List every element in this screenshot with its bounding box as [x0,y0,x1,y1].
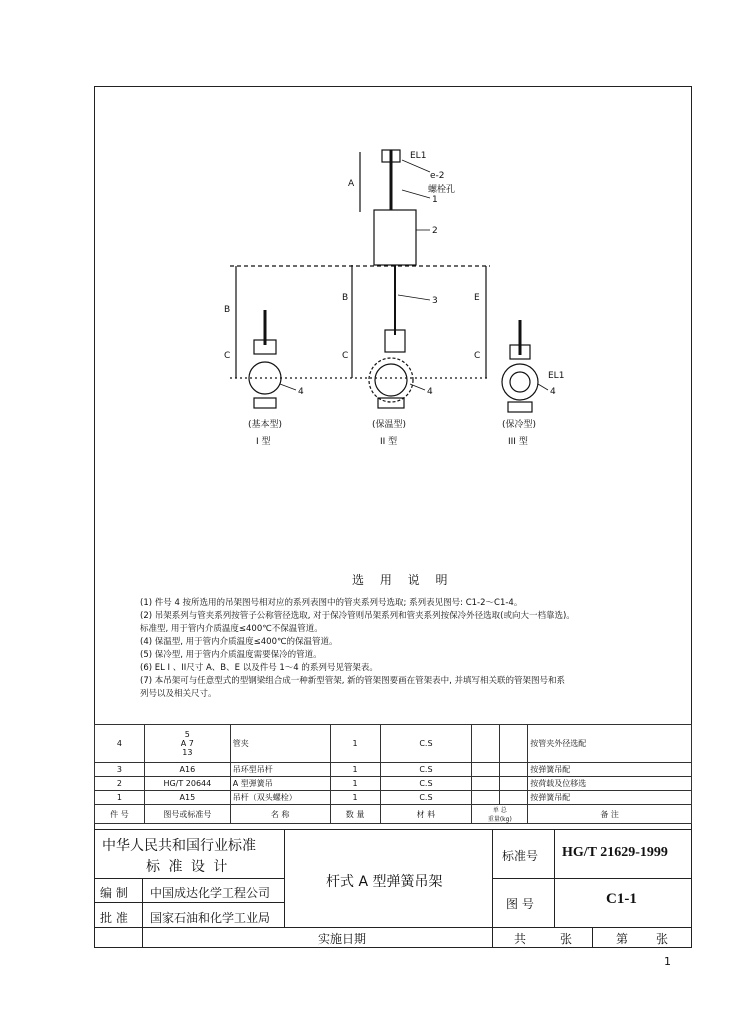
type-1-caption: (基本型) [248,420,283,430]
clamp-bottom-2 [378,398,404,408]
part-name: A 型弹簧吊 [230,777,330,791]
parts-table [94,724,692,824]
header-remark: 备 注 [528,805,692,824]
part-material: C.S [380,725,472,763]
impl-label: 实施日期 [318,932,367,946]
part-name: 吊杆（双头螺栓） [230,791,330,805]
fig-value: C1-1 [606,891,637,907]
part-code: A16 [144,763,230,777]
dim-C-label-3: C [474,351,481,361]
part-unit-weight [472,763,500,777]
part-total-weight [500,725,528,763]
note-item: (7) 本吊架可与任意型式的型钢梁组合成一种新型管架, 新的管架图要画在管架表中, 并填写相关联的管架图号和系 [140,676,566,686]
part-remark: 按弹簧吊配 [528,763,692,777]
part-qty: 1 [330,777,380,791]
part-material: C.S [380,791,472,805]
total-label: 共 [514,932,527,946]
spring-hanger-body [374,210,416,265]
type-3-caption: (保冷型) [502,420,537,430]
dim-E-label: E [474,293,480,303]
note-item: 标准型, 用于管内介质温度≤400℃不保温管道。 [140,624,323,634]
part-name: 吊环型吊杆 [230,763,330,777]
notes-title: 选 用 说 明 [352,573,454,587]
part-4-callout-3: 4 [550,387,556,397]
header-code: 图号或标准号 [144,805,230,824]
part-3-callout: 3 [432,296,438,306]
note-item: (2) 吊架系列与管夹系列按管子公称管径选取, 对于保冷管则吊架系列和管夹系列按保冷外径选取(或向大一档靠选)。 [140,611,575,621]
clamp-bottom-1 [254,398,276,408]
part-unit-weight [472,777,500,791]
note-item: (4) 保温型, 用于管内介质温度≤400℃的保温管道。 [140,637,338,647]
clamp-bottom-3 [508,402,532,412]
table-row [95,763,692,777]
part-2-callout: 2 [432,226,438,236]
pipe-type-2 [375,364,407,396]
pipe-type-3 [502,364,538,400]
table-row [95,725,692,763]
part-qty: 1 [330,763,380,777]
part-no: 3 [95,763,145,777]
e2-label: e-2 [430,171,445,181]
dim-A-label: A [348,179,355,189]
header-material: 材 料 [380,805,472,824]
part-code: HG/T 20644 [144,777,230,791]
dim-B-label-1: B [224,305,231,315]
dim-C-label: C [342,351,349,361]
part-no: 4 [95,725,145,763]
el-label-3: EL1 [548,371,565,381]
part-remark: 按荷载及位移选 [528,777,692,791]
dim-C-label-1: C [224,351,231,361]
part-total-weight [500,763,528,777]
page-label: 第 [616,932,629,946]
note-item: (6) EL I 、II尺寸 A、B、E 以及件号 1～4 的系列号见管架表。 [140,663,378,673]
sheet-label: 张 [560,932,573,946]
part-qty: 1 [330,725,380,763]
pipe-inner-type-3 [510,372,530,392]
part-remark: 按管夹外径选配 [528,725,692,763]
std-value: HG/T 21629-1999 [562,845,668,860]
compile-label: 编 制 [100,886,128,900]
part-4-callout-2: 4 [427,387,433,397]
table-row [95,791,692,805]
header-name: 名 称 [230,805,330,824]
type-2-label: II 型 [380,437,398,447]
part-4-callout-1: 4 [298,387,304,397]
table-row [95,777,692,791]
note-item: (1) 件号 4 按所选用的吊架图号相对应的系列表图中的管夹系列号选取; 系列表见图号: C1-2～C1-4。 [140,598,523,608]
part-code: A15 [144,791,230,805]
header-qty: 数 量 [330,805,380,824]
part-no: 2 [95,777,145,791]
compile-value: 中国成达化学工程公司 [150,886,271,900]
drawing-title: 杆式 A 型弹簧吊架 [326,874,443,890]
type-3-label: III 型 [508,437,528,447]
note-item: 列号以及相关尺寸。 [140,689,217,699]
std-label: 标准号 [502,849,539,863]
bolt-hole-label: 螺栓孔 [428,185,456,195]
part-no: 1 [95,791,145,805]
part-name: 管夹 [230,725,330,763]
part-unit-weight [472,791,500,805]
title-block [94,829,692,948]
part-qty: 1 [330,791,380,805]
header-no: 件 号 [95,805,145,824]
type-2-caption: (保温型) [372,420,407,430]
part-material: C.S [380,777,472,791]
note-item: (5) 保冷型, 用于管内介质温度需要保冷的管道。 [140,650,322,660]
part-material: C.S [380,763,472,777]
fig-label: 图 号 [506,897,534,911]
part-remark: 按弹簧吊配 [528,791,692,805]
type-1-label: I 型 [256,437,271,447]
el-label: EL1 [410,151,427,161]
approve-value: 国家石油和化学工业局 [150,911,271,925]
part-unit-weight [472,725,500,763]
approve-label: 批 准 [100,911,128,925]
org-line-2: 标 准 设 计 [146,859,230,875]
table-header-row [95,805,692,824]
insulation-type-2 [369,358,413,402]
part-total-weight [500,777,528,791]
page-sheet-label: 张 [656,932,669,946]
org-line-1: 中华人民共和国行业标准 [102,838,256,854]
part-code: 5 A 7 13 [144,725,230,763]
dim-B-label: B [342,293,349,303]
header-weight: 单 总 重量(kg) [472,805,528,824]
page-number: 1 [664,955,671,968]
part-1-callout: 1 [432,195,438,205]
part-total-weight [500,791,528,805]
